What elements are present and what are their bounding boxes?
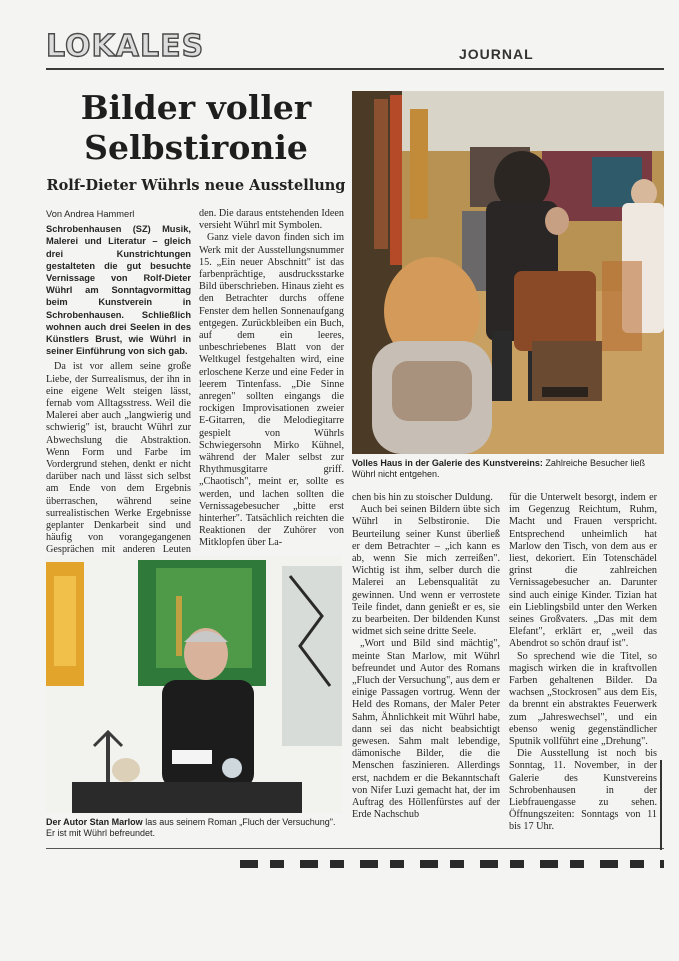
headline-line-1: Bilder voller: [80, 88, 312, 127]
col4-paragraph-0: für die Unterwelt besorgt, indem er im Gegenzug Reichtum, Ruhm, Macht und Frauen verspricht. Entsprechend unheimlich hat Marlow den Tisch, von dem aus er liest, dekoriert. Ein Totenschädel grinst die zahlreichen Vernissagebesucher an. Darunter sind auch einige Kinder. Tizian hat ein Lieblingsbild unter den Werken seines Großvaters. „Das mit dem Elefant", erklärt er, „weil das Abendrot so schön drauf ist".: [509, 492, 657, 650]
col4-paragraph-1: So sprechend wie die Titel, so magisch wirken die in kraftvollen Farben gehaltenen Bilder. Da wachsen „Stockrosen" aus dem Eis, da brennt ein abstraktes Feuerwerk zum „Jahreswechsel", und ein ebenso wenig gegenständlicher Sputnik vollführt eine „Drehung".: [509, 650, 657, 748]
photo-caption-top: [352, 458, 670, 480]
article-column-4: [509, 492, 657, 834]
article-column-3: [352, 492, 500, 821]
gallery-visitors-image: [352, 91, 664, 454]
headline-line-2: Selbstironie: [84, 128, 308, 167]
caption-top-line2: Wührl nicht entgehen.: [352, 469, 440, 479]
photo-caption-bottom: [46, 817, 346, 839]
section-title: LOKALES: [46, 29, 205, 64]
caption-bottom-rest: las aus seinem Roman „Fluch der Versuchung". Er ist mit Wührl befreundet.: [46, 817, 336, 838]
gallery-visitors-photo: [352, 91, 664, 454]
author-reading-photo: [46, 556, 342, 813]
caption-bottom-bold: Der Autor Stan Marlow: [46, 817, 143, 827]
col1-paragraph-1: Da ist vor allem seine große Liebe, der Surrealismus, der ihn in eine eigene Welt steigen lässt, fernab vom Alltagsstress. Weil die Malerei aber auch „langwierig und schwierig" ist, braucht Wührl zur Abwechslung die Abstraktion. Wenn Form und Farbe im Vordergrund stehen, denkt er nicht darüber nach und lässt sich selbst am Ende von dem Ergebnis überraschen, während seine surrealistischen Werke Ergebnisse geplanter Denkarbeit sind und häufig von vorangegangenen Gesprächen mit anderen Leuten: [46, 361, 191, 556]
col2-paragraph-1: den. Die daraus entstehenden Ideen versieht Wührl mit Symbolen.: [199, 208, 344, 232]
col4-paragraph-2: Die Ausstellung ist noch bis Sonntag, 11. November, in der Galerie des Kunstvereins Schrobenhausen in der Liebfrauengasse zu sehen. Öffnungszeiten: Sonntags von 11 bis 17 Uhr.: [509, 748, 657, 833]
caption-top-rest: Zahlreiche Besucher ließ: [545, 458, 645, 468]
caption-top-bold: Volles Haus in der Galerie des Kunstvereins:: [352, 458, 543, 468]
col2-paragraph-2: Ganz viele davon finden sich im Werk mit der Ausstellungsnummer 15. „Ein neuer Abschnitt" ist das farbenprächtige, ausdrucksstarke Bild überschrieben. Hinaus zieht es den Betrachter durchs offene Fenster dem hellen Sonnenaufgang entgegen. Zurückbleiben ein Buch, auf dem ein leeres, unbeschriebenes Blatt von der Weltkugel festgehalten wird, eine erloschene Kerze und eine Feder in leerem Tintenfass. „Die Sinne anregen" sollten eingangs die rockigen Improvisationen zweier E-Gitarren, die Melodiegitarre gespielt von Wührls Schwiegersohn Mirko Kühnel, während der Maler selbst zur Rhythmusgitarre griff. „Chaotisch", meint er, sollte es werden, und lachen sollten die Vernissagebesucher „bitte erst hinterher". Tatsächlich reichten die Reaktionen der Zuhörer von Mitklopfen über La-: [199, 232, 344, 549]
paper-name: JOURNAL: [459, 46, 534, 62]
article-column-1: [46, 208, 191, 569]
clipped-headline-fragment: [240, 858, 664, 868]
col3-paragraph-2: „Wort und Bild sind mächtig", meinte Stan Marlow, mit Wührl befreundet und Autor des Romans „Fluch der Versuchung", aus dem er einige Passagen vortrug. Wenn der Held des Romans, der Maler Peter Sahm, Ähnlichkeit mit Wührl habe, dann sei das nicht beabsichtigt gewesen. Sahm malt lebendige, dämonische Bilder, die die Menschen faszinieren. Allerdings erst, nachdem er die Bekanntschaft von Nifer Luzi gemacht hat, der im Auftrag des Höllenfürstes auf der Erde Nachschub: [352, 638, 500, 821]
subheadline: Rolf-Dieter Wührls neue Ausstellung: [46, 177, 346, 194]
header-rule: [46, 68, 664, 70]
headline: [46, 88, 346, 168]
author-reading-image: [46, 556, 342, 813]
article-lede: Schrobenhausen (SZ) Musik, Malerei und Literatur – gleich drei Kunstrichtungen gestalteten die gut besuchte Vernissage von Rolf-Dieter Wührl am Sonntagvormittag beim Kunstverein in Schrobenhausen. Schließlich wohnen auch drei Seelen in des Künstlers Brust, wie Wührl in seiner Einführung von sich gab.: [46, 224, 191, 357]
right-edge-mark: [660, 760, 662, 850]
footer-rule: [46, 848, 664, 849]
byline: Von Andrea Hammerl: [46, 209, 135, 219]
col3-paragraph-1: Auch bei seinen Bildern übte sich Wührl in Selbstironie. Die Beurteilung seiner Kunst überließ er dem Betrachter – „ich kann es ab, wenn Sie mich zerreißen". Wichtig ist ihm, selber durch die Malerei an Lebensqualität zu gewinnen. Und wenn er verrostete Teile findet, dann genießt er es, sie zu bearbeiten. Der bildenden Kunst widmet sich seine dritte Seele.: [352, 504, 500, 638]
article-column-2: [199, 208, 344, 550]
col3-paragraph-0: chen bis hin zu stoischer Duldung.: [352, 492, 493, 503]
